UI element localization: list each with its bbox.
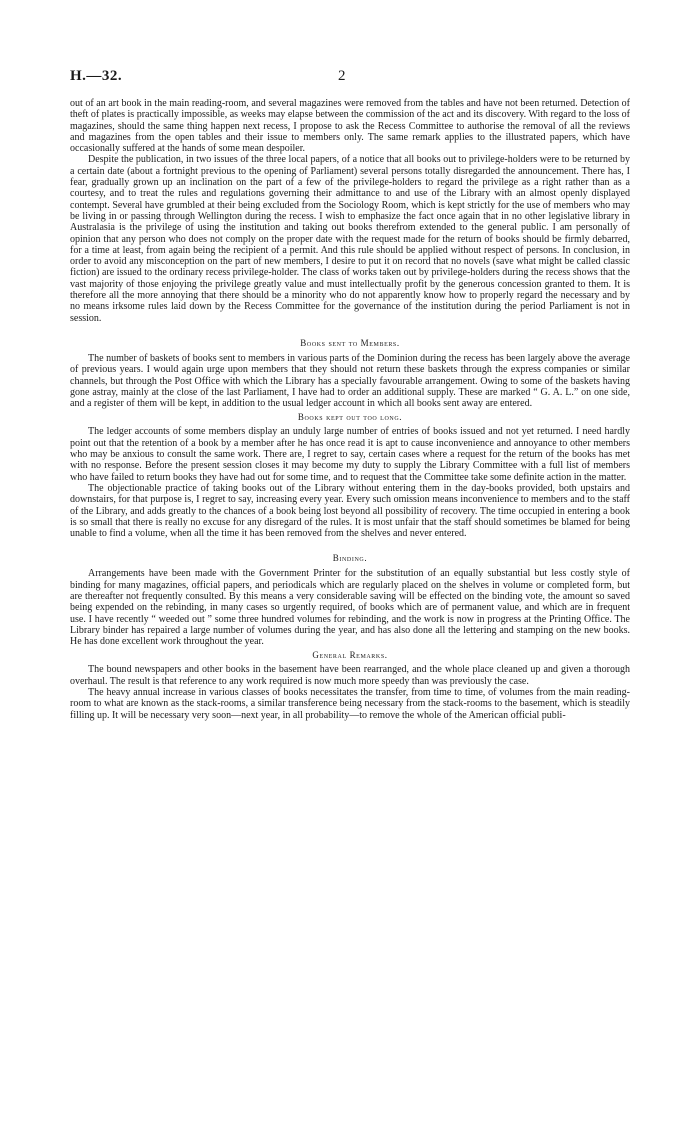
section-heading: General Remarks. — [312, 650, 388, 661]
paragraph: Despite the publication, in two issues of the three local papers, of a notice that all books out to privilege-holders were to be returned by a certain date (about a fortnight previous to the opening of Parliament) several persons totally disregarded the announcement. There has, I fear, gradually grown up an inclination on the part of a few of the privilege-holders to regard the privilege as a right rather than as a courtesy, and to treat the rules and regulations governing their admittance to and use of the Library with an almost openly displayed contempt. Several have grumbled at their being excluded from the Sociology Room, which is kept strictly for the use of members who may be living in or passing through Wellington during the recess. I wish to emphasize the fact once again that in no other legislative library in Australasia is the privilege of using the institution and taking out books therefrom extended to the general public. I am personally of opinion that any person who does not comply on the proper date with the request made for the return of books should be firmly debarred, for a time at least, from again being the recipient of a permit. And this rule should be applied without respect of persons. In conclusion, in order to avoid any misconception on the part of new members, I desire to put it on record that no novels (save what might be called classic fiction) are issued to the ordinary recess privilege-holder. The class of works taken out by privilege-holders during the recess shows that the vast majority of those enjoying the privilege greatly value and must intellectually profit by the generous concession granted to them. It is therefore all the more annoying that there should be a minority who do not apparently know how to properly regard the necessary and by no means irksome rules laid down by the Recess Committee for the governance of the institution during the period Parliament is not in session. — [70, 154, 630, 324]
paragraph: The number of baskets of books sent to members in various parts of the Dominion during the recess has been largely above the average of previous years. I would again urge upon members that they should not return these baskets through the express companies or similar channels, but through the Post Office with which the Library has a specially favourable arrangement. Owing to some of the baskets having gone astray, mainly at the close of the last Parliament, I have had to order an additional supply. These are marked “ G. A. L.” on one side, and a register of them will be kept, in addition to the usual ledger account in which all books sent away are entered. — [70, 352, 630, 410]
document-body — [70, 98, 630, 721]
paragraph: out of an art book in the main reading-room, and several magazines were removed from the tables and have not been returned. Detection of theft of plates is practically impossible, as weeks may elapse between the commission of the act and its discovery. With regard to the loss of magazines, should the same thing happen next recess, I propose to ask the Recess Committee to authorise the removal of all the reviews and magazines from the open tables and their issue to members only. The same remark applies to the illustrated papers, which have occasionally suffered at the hands of some mean despoiler. — [70, 98, 630, 155]
page-number: 2 — [338, 68, 346, 84]
paragraph: The heavy annual increase in various classes of books necessitates the transfer, from time to time, of volumes from the main reading-room to what are known as the stack-rooms, a similar transference being necessary from the stack-rooms to the basement, which is steadily filling up. It will be necessary very soon—next year, in all probability—to remove the whole of the American official publi- — [70, 687, 630, 721]
page-header — [70, 68, 630, 88]
paragraph: The ledger accounts of some members display an unduly large number of entries of books issued and not yet returned. I need hardly point out that the retention of a book by a member after he has once read it is apt to cause inconvenience and annoyance to other members who may be anxious to consult the same work. There are, I regret to say, certain cases where a request for the return of the books has met with no response. Before the present session closes it may become my duty to supply the Library Committee with a full list of members who have failed to return books they have had out for some time, and to request that the Committee take some definite action in the matter. — [70, 426, 630, 483]
section-heading: Books sent to Members. — [300, 337, 400, 348]
paragraph: The bound newspapers and other books in the basement have been rearranged, and the whole place cleaned up and given a thorough overhaul. The result is that reference to any work required is now much more speedy than was previously the case. — [70, 664, 630, 687]
section-heading: Binding. — [332, 553, 368, 564]
section-heading: Books kept out too long. — [297, 412, 403, 423]
paragraph: Arrangements have been made with the Government Printer for the substitution of an equally substantial but less costly style of binding for many magazines, official papers, and periodicals which are regularly placed on the shelves in volume or completed form, but are thereafter not frequently consulted. By this means a very considerable saving will be effected on the binding vote, the amount so saved being expended on the rebinding, in many cases so urgently required, of books which are of permanent value, and which are in frequent use. I have recently “ weeded out ” some three hundred volumes for rebinding, and the work is now in progress at the Printing Office. The Library binder has repaired a large number of volumes during the year, and has also done all the lettering and stamping on the new books. He has done excellent work throughout the year. — [70, 568, 630, 648]
document-reference: H.—32. — [70, 68, 123, 84]
paragraph: The objectionable practice of taking books out of the Library without entering them in the day-books provided, both upstairs and downstairs, for that purpose is, I regret to say, increasing every year. Every such omission means inconvenience to members and to the staff of the Library, and adds greatly to the chances of a book being lost beyond all possibility of recovery. The time occupied in entering a book is so small that there is really no excuse for any disregard of the rules. It is most unfair that the staff should sometimes be blamed for being unable to find a volume, when all the time it has been removed from the shelves and never entered. — [70, 482, 630, 540]
